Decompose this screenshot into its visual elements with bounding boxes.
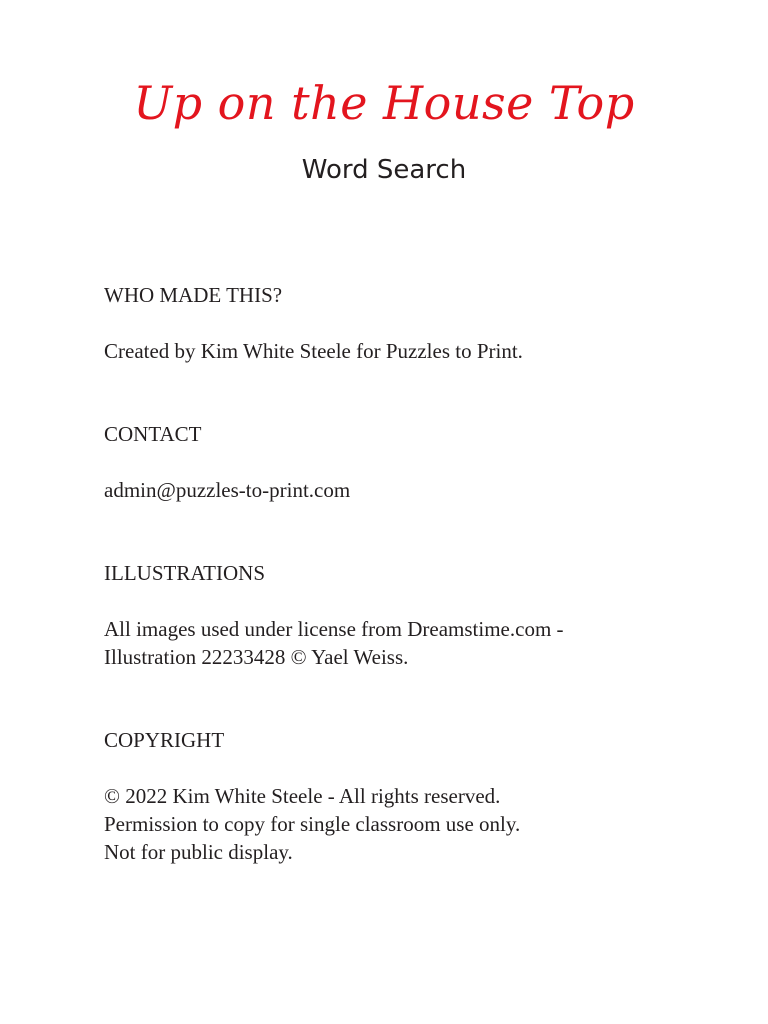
section-illustrations <box>104 559 704 671</box>
body-line: Not for public display. <box>104 840 293 864</box>
section-contact <box>104 420 704 504</box>
section-heading: WHO MADE THIS? <box>104 283 283 307</box>
contact-email: admin@puzzles-to-print.com <box>104 478 351 502</box>
section-body <box>104 476 704 504</box>
section-heading: ILLUSTRATIONS <box>104 561 265 585</box>
body-line: © 2022 Kim White Steele - All rights reserved. <box>104 784 501 808</box>
section-heading: COPYRIGHT <box>104 728 225 752</box>
body-line: All images used under license from Dreamstime.com - <box>104 617 564 641</box>
section-heading: CONTACT <box>104 422 202 446</box>
section-body <box>104 615 704 671</box>
section-body <box>104 782 704 866</box>
section-who-made-this <box>104 281 704 365</box>
page-subtitle: Word Search <box>301 155 467 185</box>
body-line: Permission to copy for single classroom use only. <box>104 812 521 836</box>
page-title: Up on the House Top <box>133 76 635 130</box>
section-copyright <box>104 726 704 866</box>
credits-content <box>104 281 704 866</box>
body-line: Created by Kim White Steele for Puzzles to Print. <box>104 339 523 363</box>
body-line: Illustration 22233428 © Yael Weiss. <box>104 645 409 669</box>
section-body <box>104 337 704 365</box>
